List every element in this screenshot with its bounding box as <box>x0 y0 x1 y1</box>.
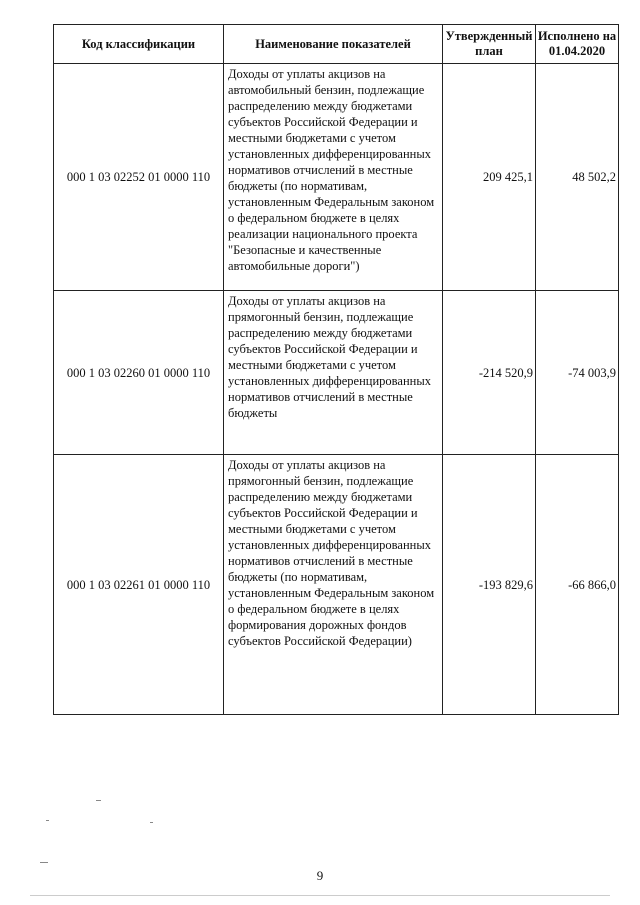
table-row <box>54 291 619 455</box>
indicator-name: Доходы от уплаты акцизов на прямогонный бензин, подлежащие распределению между бюджетами субъектов Российской Федерации и местными бюджетами с учетом установленных дифференцированных нормативов отчислений в местные бюджеты <box>224 291 443 455</box>
header-executed: Исполнено на 01.04.2020 <box>536 25 619 64</box>
classification-code: 000 1 03 02252 01 0000 110 <box>54 64 224 291</box>
executed-value: -66 866,0 <box>536 455 619 715</box>
header-plan: Утвержденный план <box>443 25 536 64</box>
header-name: Наименование показателей <box>224 25 443 64</box>
classification-code: 000 1 03 02260 01 0000 110 <box>54 291 224 455</box>
budget-table <box>53 24 619 715</box>
scan-speck <box>46 820 49 821</box>
scan-speck <box>150 822 153 823</box>
approved-plan-value: -214 520,9 <box>443 291 536 455</box>
indicator-name: Доходы от уплаты акцизов на автомобильный бензин, подлежащие распределению между бюджетами субъектов Российской Федерации и местными бюджетами с учетом установленных дифференцированных нормативов отчислений в местные бюджеты (по нормативам, установленным Федеральным законом о федеральном бюджете в целях реализации национального проекта "Безопасные и качественные автомобильные дороги") <box>224 64 443 291</box>
table-row <box>54 455 619 715</box>
table-row <box>54 64 619 291</box>
scan-speck <box>30 895 610 896</box>
page-number: 9 <box>316 868 324 883</box>
indicator-name: Доходы от уплаты акцизов на прямогонный бензин, подлежащие распределению между бюджетами субъектов Российской Федерации и местными бюджетами с учетом установленных дифференцированных нормативов отчислений в местные бюджеты (по нормативам, установленным Федеральным законом о федеральном бюджете в целях формирования дорожных фондов субъектов Российской Федерации) <box>224 455 443 715</box>
scan-speck <box>40 862 48 863</box>
executed-value: -74 003,9 <box>536 291 619 455</box>
scan-speck <box>96 800 101 801</box>
executed-value: 48 502,2 <box>536 64 619 291</box>
table-header-row <box>54 25 619 64</box>
classification-code: 000 1 03 02261 01 0000 110 <box>54 455 224 715</box>
approved-plan-value: -193 829,6 <box>443 455 536 715</box>
header-code: Код классификации <box>54 25 224 64</box>
approved-plan-value: 209 425,1 <box>443 64 536 291</box>
